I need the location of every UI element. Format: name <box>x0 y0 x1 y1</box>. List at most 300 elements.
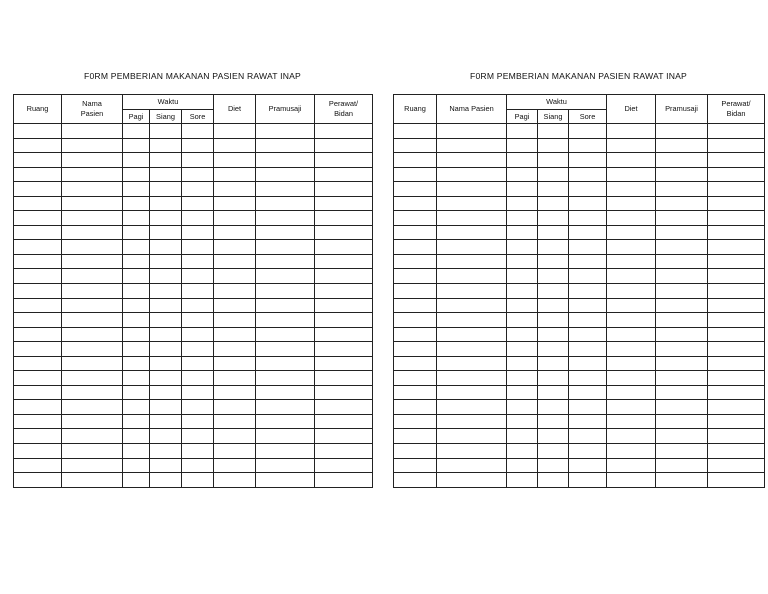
table-cell[interactable] <box>123 385 150 400</box>
table-cell[interactable] <box>437 196 507 211</box>
table-cell[interactable] <box>214 182 256 197</box>
table-cell[interactable] <box>394 400 437 415</box>
table-cell[interactable] <box>656 356 708 371</box>
table-cell[interactable] <box>569 473 607 488</box>
table-cell[interactable] <box>315 124 373 139</box>
table-cell[interactable] <box>656 458 708 473</box>
table-cell[interactable] <box>182 153 214 168</box>
table-cell[interactable] <box>507 269 538 284</box>
table-cell[interactable] <box>315 240 373 255</box>
table-cell[interactable] <box>14 211 62 226</box>
table-cell[interactable] <box>607 298 656 313</box>
table-cell[interactable] <box>123 400 150 415</box>
table-cell[interactable] <box>607 400 656 415</box>
table-cell[interactable] <box>708 196 765 211</box>
table-cell[interactable] <box>394 371 437 386</box>
table-cell[interactable] <box>62 240 123 255</box>
table-cell[interactable] <box>315 327 373 342</box>
table-cell[interactable] <box>182 225 214 240</box>
table-cell[interactable] <box>62 124 123 139</box>
table-cell[interactable] <box>123 167 150 182</box>
table-cell[interactable] <box>62 269 123 284</box>
table-cell[interactable] <box>182 414 214 429</box>
table-cell[interactable] <box>150 167 182 182</box>
table-cell[interactable] <box>62 138 123 153</box>
table-cell[interactable] <box>150 153 182 168</box>
table-cell[interactable] <box>437 167 507 182</box>
table-cell[interactable] <box>14 196 62 211</box>
table-cell[interactable] <box>656 254 708 269</box>
table-cell[interactable] <box>708 473 765 488</box>
table-cell[interactable] <box>538 124 569 139</box>
table-cell[interactable] <box>14 429 62 444</box>
table-cell[interactable] <box>507 342 538 357</box>
table-cell[interactable] <box>62 400 123 415</box>
table-cell[interactable] <box>607 327 656 342</box>
table-cell[interactable] <box>437 138 507 153</box>
table-cell[interactable] <box>708 356 765 371</box>
table-cell[interactable] <box>123 153 150 168</box>
table-cell[interactable] <box>656 473 708 488</box>
table-cell[interactable] <box>394 414 437 429</box>
table-cell[interactable] <box>394 284 437 299</box>
table-cell[interactable] <box>182 211 214 226</box>
table-cell[interactable] <box>214 458 256 473</box>
table-cell[interactable] <box>256 138 315 153</box>
table-cell[interactable] <box>708 385 765 400</box>
table-cell[interactable] <box>14 298 62 313</box>
table-cell[interactable] <box>123 429 150 444</box>
table-cell[interactable] <box>182 167 214 182</box>
table-cell[interactable] <box>656 327 708 342</box>
table-cell[interactable] <box>182 240 214 255</box>
table-cell[interactable] <box>182 385 214 400</box>
table-cell[interactable] <box>315 284 373 299</box>
table-cell[interactable] <box>214 240 256 255</box>
table-cell[interactable] <box>150 196 182 211</box>
table-cell[interactable] <box>394 211 437 226</box>
table-cell[interactable] <box>394 356 437 371</box>
table-cell[interactable] <box>315 400 373 415</box>
table-cell[interactable] <box>538 298 569 313</box>
table-cell[interactable] <box>123 327 150 342</box>
table-cell[interactable] <box>394 167 437 182</box>
table-cell[interactable] <box>708 182 765 197</box>
table-cell[interactable] <box>123 284 150 299</box>
table-cell[interactable] <box>507 444 538 459</box>
table-cell[interactable] <box>708 269 765 284</box>
table-cell[interactable] <box>708 414 765 429</box>
table-cell[interactable] <box>708 313 765 328</box>
table-cell[interactable] <box>315 182 373 197</box>
table-cell[interactable] <box>14 240 62 255</box>
table-cell[interactable] <box>62 371 123 386</box>
table-cell[interactable] <box>256 458 315 473</box>
table-cell[interactable] <box>437 400 507 415</box>
table-cell[interactable] <box>14 356 62 371</box>
table-cell[interactable] <box>538 269 569 284</box>
table-cell[interactable] <box>708 327 765 342</box>
table-cell[interactable] <box>256 225 315 240</box>
table-cell[interactable] <box>569 153 607 168</box>
table-cell[interactable] <box>569 414 607 429</box>
table-cell[interactable] <box>150 138 182 153</box>
table-cell[interactable] <box>569 124 607 139</box>
table-cell[interactable] <box>538 473 569 488</box>
table-cell[interactable] <box>538 138 569 153</box>
table-cell[interactable] <box>394 153 437 168</box>
table-cell[interactable] <box>150 124 182 139</box>
table-cell[interactable] <box>538 211 569 226</box>
table-cell[interactable] <box>656 342 708 357</box>
table-cell[interactable] <box>437 342 507 357</box>
table-cell[interactable] <box>437 429 507 444</box>
table-cell[interactable] <box>214 298 256 313</box>
table-cell[interactable] <box>394 444 437 459</box>
table-cell[interactable] <box>656 153 708 168</box>
table-cell[interactable] <box>656 284 708 299</box>
table-cell[interactable] <box>214 211 256 226</box>
table-cell[interactable] <box>150 371 182 386</box>
table-cell[interactable] <box>607 444 656 459</box>
table-cell[interactable] <box>708 429 765 444</box>
table-cell[interactable] <box>14 444 62 459</box>
table-cell[interactable] <box>507 458 538 473</box>
table-cell[interactable] <box>538 313 569 328</box>
table-cell[interactable] <box>437 313 507 328</box>
table-cell[interactable] <box>14 385 62 400</box>
table-cell[interactable] <box>62 458 123 473</box>
table-cell[interactable] <box>214 153 256 168</box>
table-cell[interactable] <box>256 313 315 328</box>
table-cell[interactable] <box>507 240 538 255</box>
table-cell[interactable] <box>394 458 437 473</box>
table-cell[interactable] <box>569 284 607 299</box>
table-cell[interactable] <box>507 473 538 488</box>
table-cell[interactable] <box>14 182 62 197</box>
table-cell[interactable] <box>14 138 62 153</box>
table-cell[interactable] <box>150 284 182 299</box>
table-cell[interactable] <box>656 298 708 313</box>
table-cell[interactable] <box>214 269 256 284</box>
table-cell[interactable] <box>150 298 182 313</box>
table-cell[interactable] <box>569 327 607 342</box>
table-cell[interactable] <box>123 298 150 313</box>
table-cell[interactable] <box>607 342 656 357</box>
table-cell[interactable] <box>315 444 373 459</box>
table-cell[interactable] <box>182 473 214 488</box>
table-cell[interactable] <box>656 240 708 255</box>
table-cell[interactable] <box>507 284 538 299</box>
table-cell[interactable] <box>394 138 437 153</box>
table-cell[interactable] <box>569 182 607 197</box>
table-cell[interactable] <box>315 473 373 488</box>
table-cell[interactable] <box>607 371 656 386</box>
table-cell[interactable] <box>214 342 256 357</box>
table-cell[interactable] <box>62 313 123 328</box>
table-cell[interactable] <box>507 414 538 429</box>
table-cell[interactable] <box>256 240 315 255</box>
table-cell[interactable] <box>123 254 150 269</box>
table-cell[interactable] <box>62 444 123 459</box>
table-cell[interactable] <box>62 211 123 226</box>
table-cell[interactable] <box>708 153 765 168</box>
table-cell[interactable] <box>14 473 62 488</box>
table-cell[interactable] <box>607 429 656 444</box>
table-cell[interactable] <box>150 414 182 429</box>
table-cell[interactable] <box>394 240 437 255</box>
table-cell[interactable] <box>538 196 569 211</box>
table-cell[interactable] <box>14 153 62 168</box>
table-cell[interactable] <box>123 124 150 139</box>
table-cell[interactable] <box>14 167 62 182</box>
table-cell[interactable] <box>394 313 437 328</box>
table-cell[interactable] <box>62 298 123 313</box>
table-cell[interactable] <box>14 225 62 240</box>
table-cell[interactable] <box>214 371 256 386</box>
table-cell[interactable] <box>708 240 765 255</box>
table-cell[interactable] <box>538 429 569 444</box>
table-cell[interactable] <box>214 327 256 342</box>
table-cell[interactable] <box>14 400 62 415</box>
table-cell[interactable] <box>569 298 607 313</box>
table-cell[interactable] <box>256 444 315 459</box>
table-cell[interactable] <box>62 254 123 269</box>
table-cell[interactable] <box>62 385 123 400</box>
table-cell[interactable] <box>315 458 373 473</box>
table-cell[interactable] <box>315 371 373 386</box>
table-cell[interactable] <box>656 429 708 444</box>
table-cell[interactable] <box>656 313 708 328</box>
table-cell[interactable] <box>507 356 538 371</box>
table-cell[interactable] <box>123 182 150 197</box>
table-cell[interactable] <box>182 298 214 313</box>
table-cell[interactable] <box>394 254 437 269</box>
table-cell[interactable] <box>182 400 214 415</box>
table-cell[interactable] <box>315 225 373 240</box>
table-cell[interactable] <box>150 444 182 459</box>
table-cell[interactable] <box>214 414 256 429</box>
table-cell[interactable] <box>538 458 569 473</box>
table-cell[interactable] <box>538 182 569 197</box>
table-cell[interactable] <box>256 211 315 226</box>
table-cell[interactable] <box>315 138 373 153</box>
table-cell[interactable] <box>150 240 182 255</box>
table-cell[interactable] <box>607 385 656 400</box>
table-cell[interactable] <box>315 356 373 371</box>
table-cell[interactable] <box>437 458 507 473</box>
table-cell[interactable] <box>437 473 507 488</box>
table-cell[interactable] <box>14 327 62 342</box>
table-cell[interactable] <box>507 196 538 211</box>
table-cell[interactable] <box>256 284 315 299</box>
table-cell[interactable] <box>656 269 708 284</box>
table-cell[interactable] <box>394 429 437 444</box>
table-cell[interactable] <box>507 153 538 168</box>
table-cell[interactable] <box>150 225 182 240</box>
table-cell[interactable] <box>214 473 256 488</box>
table-cell[interactable] <box>708 444 765 459</box>
table-cell[interactable] <box>607 414 656 429</box>
table-cell[interactable] <box>182 313 214 328</box>
table-cell[interactable] <box>569 240 607 255</box>
table-cell[interactable] <box>123 342 150 357</box>
table-cell[interactable] <box>437 444 507 459</box>
table-cell[interactable] <box>607 284 656 299</box>
table-cell[interactable] <box>182 182 214 197</box>
table-cell[interactable] <box>150 458 182 473</box>
table-cell[interactable] <box>569 313 607 328</box>
table-cell[interactable] <box>507 211 538 226</box>
table-cell[interactable] <box>569 254 607 269</box>
table-cell[interactable] <box>182 371 214 386</box>
table-cell[interactable] <box>507 400 538 415</box>
table-cell[interactable] <box>150 400 182 415</box>
table-cell[interactable] <box>14 269 62 284</box>
table-cell[interactable] <box>123 225 150 240</box>
table-cell[interactable] <box>256 298 315 313</box>
table-cell[interactable] <box>315 167 373 182</box>
table-cell[interactable] <box>256 167 315 182</box>
table-cell[interactable] <box>256 356 315 371</box>
table-cell[interactable] <box>708 342 765 357</box>
table-cell[interactable] <box>256 196 315 211</box>
table-cell[interactable] <box>150 342 182 357</box>
table-cell[interactable] <box>708 254 765 269</box>
table-cell[interactable] <box>656 371 708 386</box>
table-cell[interactable] <box>123 269 150 284</box>
table-cell[interactable] <box>708 284 765 299</box>
table-cell[interactable] <box>607 473 656 488</box>
table-cell[interactable] <box>123 371 150 386</box>
table-cell[interactable] <box>62 284 123 299</box>
table-cell[interactable] <box>123 458 150 473</box>
table-cell[interactable] <box>507 327 538 342</box>
table-cell[interactable] <box>569 444 607 459</box>
table-cell[interactable] <box>62 153 123 168</box>
table-cell[interactable] <box>123 240 150 255</box>
table-cell[interactable] <box>394 342 437 357</box>
table-cell[interactable] <box>150 429 182 444</box>
table-cell[interactable] <box>437 153 507 168</box>
table-cell[interactable] <box>708 211 765 226</box>
table-cell[interactable] <box>150 327 182 342</box>
table-cell[interactable] <box>569 211 607 226</box>
table-cell[interactable] <box>437 211 507 226</box>
table-cell[interactable] <box>656 385 708 400</box>
table-cell[interactable] <box>507 167 538 182</box>
table-cell[interactable] <box>214 444 256 459</box>
table-cell[interactable] <box>538 327 569 342</box>
table-cell[interactable] <box>14 254 62 269</box>
table-cell[interactable] <box>607 225 656 240</box>
table-cell[interactable] <box>569 385 607 400</box>
table-cell[interactable] <box>214 313 256 328</box>
table-cell[interactable] <box>607 124 656 139</box>
table-cell[interactable] <box>569 400 607 415</box>
table-cell[interactable] <box>507 371 538 386</box>
table-cell[interactable] <box>182 342 214 357</box>
table-cell[interactable] <box>182 444 214 459</box>
table-cell[interactable] <box>656 211 708 226</box>
table-cell[interactable] <box>656 444 708 459</box>
table-cell[interactable] <box>708 124 765 139</box>
table-cell[interactable] <box>62 356 123 371</box>
table-cell[interactable] <box>256 371 315 386</box>
table-cell[interactable] <box>569 458 607 473</box>
table-cell[interactable] <box>182 429 214 444</box>
table-cell[interactable] <box>256 342 315 357</box>
table-cell[interactable] <box>656 225 708 240</box>
table-cell[interactable] <box>123 211 150 226</box>
table-cell[interactable] <box>538 385 569 400</box>
table-cell[interactable] <box>538 153 569 168</box>
table-cell[interactable] <box>656 182 708 197</box>
table-cell[interactable] <box>437 284 507 299</box>
table-cell[interactable] <box>182 124 214 139</box>
table-cell[interactable] <box>538 284 569 299</box>
table-cell[interactable] <box>256 153 315 168</box>
table-cell[interactable] <box>150 269 182 284</box>
table-cell[interactable] <box>62 473 123 488</box>
table-cell[interactable] <box>214 429 256 444</box>
table-cell[interactable] <box>507 254 538 269</box>
table-cell[interactable] <box>656 196 708 211</box>
table-cell[interactable] <box>507 225 538 240</box>
table-cell[interactable] <box>123 138 150 153</box>
table-cell[interactable] <box>437 182 507 197</box>
table-cell[interactable] <box>62 414 123 429</box>
table-cell[interactable] <box>607 240 656 255</box>
table-cell[interactable] <box>708 400 765 415</box>
table-cell[interactable] <box>708 298 765 313</box>
table-cell[interactable] <box>394 225 437 240</box>
table-cell[interactable] <box>315 269 373 284</box>
table-cell[interactable] <box>607 153 656 168</box>
table-cell[interactable] <box>182 196 214 211</box>
table-cell[interactable] <box>14 124 62 139</box>
table-cell[interactable] <box>150 254 182 269</box>
table-cell[interactable] <box>394 473 437 488</box>
table-cell[interactable] <box>437 356 507 371</box>
table-cell[interactable] <box>315 254 373 269</box>
table-cell[interactable] <box>437 269 507 284</box>
table-cell[interactable] <box>656 124 708 139</box>
table-cell[interactable] <box>437 254 507 269</box>
table-cell[interactable] <box>62 429 123 444</box>
table-cell[interactable] <box>214 284 256 299</box>
table-cell[interactable] <box>437 327 507 342</box>
table-cell[interactable] <box>150 211 182 226</box>
table-cell[interactable] <box>708 225 765 240</box>
table-cell[interactable] <box>708 371 765 386</box>
table-cell[interactable] <box>437 298 507 313</box>
table-cell[interactable] <box>708 458 765 473</box>
table-cell[interactable] <box>315 196 373 211</box>
table-cell[interactable] <box>437 225 507 240</box>
table-cell[interactable] <box>256 400 315 415</box>
table-cell[interactable] <box>569 356 607 371</box>
table-cell[interactable] <box>315 429 373 444</box>
table-cell[interactable] <box>607 182 656 197</box>
table-cell[interactable] <box>214 254 256 269</box>
table-cell[interactable] <box>14 313 62 328</box>
table-cell[interactable] <box>538 167 569 182</box>
table-cell[interactable] <box>123 414 150 429</box>
table-cell[interactable] <box>62 327 123 342</box>
table-cell[interactable] <box>656 414 708 429</box>
table-cell[interactable] <box>569 167 607 182</box>
